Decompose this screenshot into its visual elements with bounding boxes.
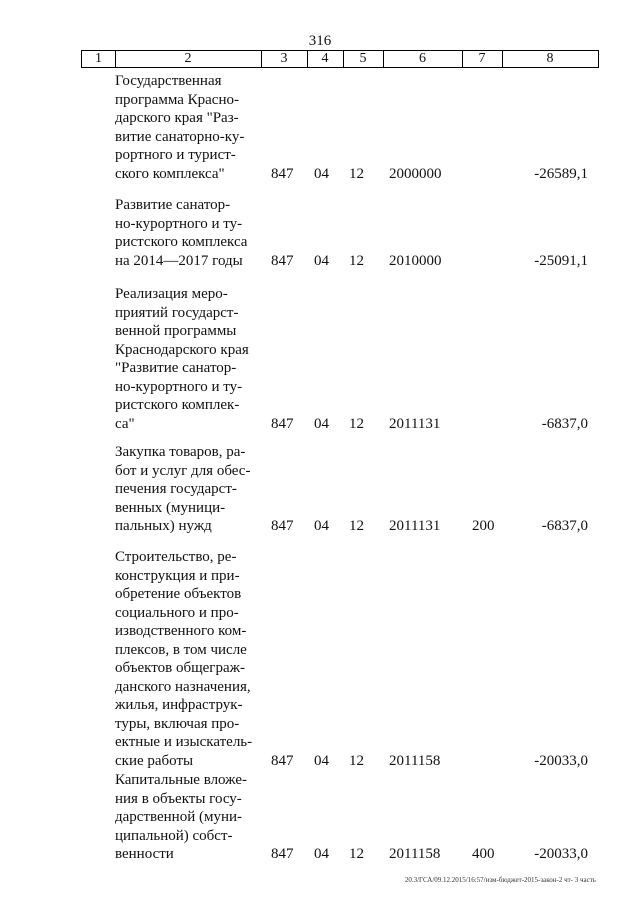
row-col-4: 04 xyxy=(314,846,329,862)
page-number: 316 xyxy=(308,33,332,49)
row-description xyxy=(115,196,253,270)
row-col-8: -6837,0 xyxy=(541,518,588,534)
row-col-5: 12 xyxy=(349,252,364,269)
header-col-5: 5 xyxy=(343,51,384,67)
row-description-line: Краснодарского края xyxy=(115,341,249,358)
row-col-3: 847 xyxy=(271,252,294,269)
row-description-line: объектов общеграж- xyxy=(115,660,245,676)
row-col-8: -25091,1 xyxy=(534,252,588,269)
row-description-line: Реализация меро- xyxy=(115,286,228,302)
row-description-line: венности xyxy=(115,846,174,862)
row-description-line: венной программы xyxy=(115,323,237,339)
row-col-3: 847 xyxy=(271,752,294,769)
row-description-line: Государственная xyxy=(115,73,222,89)
row-col-6: 2011131 xyxy=(389,518,441,534)
row-description-line: но-курортного и ту- xyxy=(115,378,243,395)
row-col-4: 04 xyxy=(314,165,329,182)
row-col-3: 847 xyxy=(271,518,294,534)
row-description-line: ские работы xyxy=(115,752,194,769)
row-col-4: 04 xyxy=(314,252,329,269)
row-col-3: 847 xyxy=(271,846,294,862)
table-header xyxy=(81,50,599,68)
row-col-8: -6837,0 xyxy=(541,415,588,432)
row-col-6: 2011158 xyxy=(389,752,441,769)
row-description-line: плексов, в том числе xyxy=(115,641,247,658)
row-description-line: ристского комплек- xyxy=(115,397,240,413)
row-col-4: 04 xyxy=(314,752,329,769)
row-col-4: 04 xyxy=(314,415,329,432)
row-description-line: Капитальные вложе- xyxy=(115,772,248,788)
row-description-line: программа Красно- xyxy=(115,91,239,108)
row-col-5: 12 xyxy=(349,846,364,862)
row-col-8: -26589,1 xyxy=(534,165,588,182)
row-description-line: на 2014—2017 годы xyxy=(115,252,243,269)
row-description xyxy=(115,72,253,183)
header-col-6: 6 xyxy=(383,51,463,67)
row-description-line: бот и услуг для обес- xyxy=(115,462,251,479)
row-description-line: са" xyxy=(115,415,135,432)
header-col-3: 3 xyxy=(261,51,308,67)
row-description xyxy=(115,443,253,536)
header-col-1: 1 xyxy=(82,51,116,67)
row-description-line: туры, включая про- xyxy=(115,715,240,732)
row-description-line: обретение объектов xyxy=(115,586,242,602)
row-col-8: -20033,0 xyxy=(534,752,588,769)
row-description-line: печения государст- xyxy=(115,481,237,497)
row-col-6: 2011158 xyxy=(389,846,441,862)
row-description-line: ристского комплекса xyxy=(115,234,248,250)
row-description xyxy=(115,548,253,770)
row-description-line: конструкция и при- xyxy=(115,567,240,584)
row-col-5: 12 xyxy=(349,518,364,534)
row-col-5: 12 xyxy=(349,165,364,182)
row-description-line: данского назначения, xyxy=(115,678,251,695)
row-col-6: 2010000 xyxy=(389,252,442,269)
row-description-line: но-курортного и ту- xyxy=(115,215,243,232)
row-col-8: -20033,0 xyxy=(534,846,588,862)
row-col-5: 12 xyxy=(349,415,364,432)
row-col-4: 04 xyxy=(314,518,329,534)
row-description-line: дарственной (муни- xyxy=(115,809,243,825)
row-col-7: 200 xyxy=(472,518,495,534)
row-description-line: витие санаторно-ку- xyxy=(115,128,245,145)
header-col-7: 7 xyxy=(462,51,503,67)
row-description-line: дарского края "Раз- xyxy=(115,110,239,126)
footer-note: 20.3/ГСА/09.12.2015/16:57/изм-бюджет-2015-закон-2 чт- 3 часть xyxy=(404,876,596,884)
row-description-line: ния в объекты госу- xyxy=(115,790,242,807)
row-description xyxy=(115,285,253,433)
row-description xyxy=(115,771,253,864)
row-description-line: жилья, инфраструк- xyxy=(115,697,243,713)
row-description-line: Закупка товаров, ра- xyxy=(115,444,246,460)
row-col-6: 2000000 xyxy=(389,165,442,182)
row-description-line: венных (муници- xyxy=(115,499,226,516)
header-col-2: 2 xyxy=(115,51,262,67)
row-col-6: 2011131 xyxy=(389,415,441,432)
row-description-line: Строительство, ре- xyxy=(115,549,237,565)
row-col-3: 847 xyxy=(271,165,294,182)
row-col-3: 847 xyxy=(271,415,294,432)
row-description-line: изводственного ком- xyxy=(115,623,247,639)
row-col-5: 12 xyxy=(349,752,364,769)
row-description-line: пальных) нужд xyxy=(115,518,212,534)
row-description-line: социального и про- xyxy=(115,604,239,621)
row-description-line: ского комплекса" xyxy=(115,165,225,182)
row-description-line: Развитие санатор- xyxy=(115,197,231,213)
row-description-line: приятий государст- xyxy=(115,304,239,321)
header-col-4: 4 xyxy=(307,51,344,67)
header-col-8: 8 xyxy=(546,51,554,66)
row-description-line: рортного и турист- xyxy=(115,147,236,163)
row-col-7: 400 xyxy=(472,846,495,862)
row-description-line: ципальной) собст- xyxy=(115,827,233,844)
row-description-line: "Развитие санатор- xyxy=(115,360,237,376)
row-description-line: ектные и изыскатель- xyxy=(115,734,253,750)
